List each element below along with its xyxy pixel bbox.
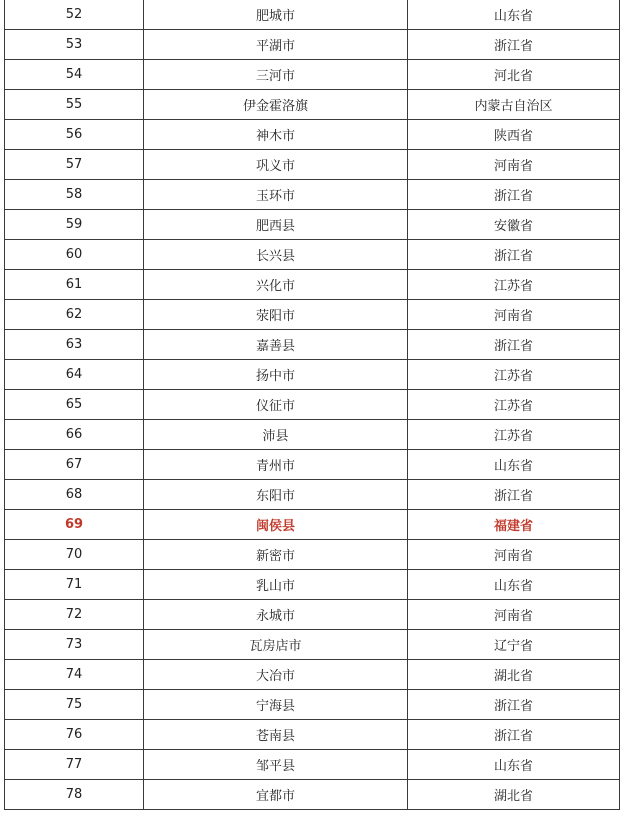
province-cell: 浙江省 — [408, 720, 620, 750]
rank-cell: 53 — [5, 30, 144, 60]
rank-cell: 78 — [5, 780, 144, 810]
province-cell: 山东省 — [408, 750, 620, 780]
rank-cell: 68 — [5, 480, 144, 510]
rank-cell: 62 — [5, 300, 144, 330]
province-cell: 安徽省 — [408, 210, 620, 240]
table-row — [5, 570, 620, 600]
table-row — [5, 120, 620, 150]
table-row — [5, 270, 620, 300]
province-cell: 江苏省 — [408, 420, 620, 450]
city-cell: 闽侯县 — [144, 510, 408, 540]
city-cell: 沛县 — [144, 420, 408, 450]
province-cell: 浙江省 — [408, 180, 620, 210]
rank-cell: 57 — [5, 150, 144, 180]
province-cell: 浙江省 — [408, 690, 620, 720]
table-row — [5, 780, 620, 810]
rank-cell: 73 — [5, 630, 144, 660]
city-cell: 兴化市 — [144, 270, 408, 300]
city-cell: 新密市 — [144, 540, 408, 570]
province-cell: 河南省 — [408, 600, 620, 630]
city-cell: 神木市 — [144, 120, 408, 150]
table-row — [5, 540, 620, 570]
table-row — [5, 180, 620, 210]
table-row — [5, 390, 620, 420]
table-row — [5, 30, 620, 60]
rank-cell: 71 — [5, 570, 144, 600]
table-row — [5, 450, 620, 480]
city-cell: 长兴县 — [144, 240, 408, 270]
city-cell: 伊金霍洛旗 — [144, 90, 408, 120]
province-cell: 山东省 — [408, 570, 620, 600]
city-cell: 嘉善县 — [144, 330, 408, 360]
city-cell: 乳山市 — [144, 570, 408, 600]
rank-cell: 72 — [5, 600, 144, 630]
ranking-table-container — [4, 0, 619, 810]
table-row — [5, 660, 620, 690]
table-row — [5, 600, 620, 630]
ranking-table — [4, 0, 620, 810]
rank-cell: 52 — [5, 0, 144, 30]
rank-cell: 66 — [5, 420, 144, 450]
city-cell: 扬中市 — [144, 360, 408, 390]
table-row — [5, 420, 620, 450]
rank-cell: 75 — [5, 690, 144, 720]
table-row — [5, 630, 620, 660]
province-cell: 河南省 — [408, 300, 620, 330]
table-row — [5, 90, 620, 120]
city-cell: 宁海县 — [144, 690, 408, 720]
rank-cell: 67 — [5, 450, 144, 480]
city-cell: 宜都市 — [144, 780, 408, 810]
table-row — [5, 360, 620, 390]
rank-cell: 70 — [5, 540, 144, 570]
province-cell: 内蒙古自治区 — [408, 90, 620, 120]
province-cell: 辽宁省 — [408, 630, 620, 660]
province-cell: 河南省 — [408, 150, 620, 180]
city-cell: 玉环市 — [144, 180, 408, 210]
city-cell: 瓦房店市 — [144, 630, 408, 660]
province-cell: 浙江省 — [408, 480, 620, 510]
province-cell: 江苏省 — [408, 390, 620, 420]
city-cell: 平湖市 — [144, 30, 408, 60]
table-row — [5, 480, 620, 510]
table-row — [5, 240, 620, 270]
rank-cell: 64 — [5, 360, 144, 390]
table-row — [5, 150, 620, 180]
rank-cell: 63 — [5, 330, 144, 360]
province-cell: 福建省 — [408, 510, 620, 540]
city-cell: 苍南县 — [144, 720, 408, 750]
province-cell: 湖北省 — [408, 660, 620, 690]
rank-cell: 65 — [5, 390, 144, 420]
city-cell: 荥阳市 — [144, 300, 408, 330]
table-row — [5, 690, 620, 720]
rank-cell: 61 — [5, 270, 144, 300]
rank-cell: 56 — [5, 120, 144, 150]
table-row-highlighted — [5, 510, 620, 540]
province-cell: 江苏省 — [408, 360, 620, 390]
city-cell: 仪征市 — [144, 390, 408, 420]
province-cell: 江苏省 — [408, 270, 620, 300]
city-cell: 肥西县 — [144, 210, 408, 240]
table-row — [5, 330, 620, 360]
rank-cell: 74 — [5, 660, 144, 690]
province-cell: 浙江省 — [408, 240, 620, 270]
province-cell: 河南省 — [408, 540, 620, 570]
province-cell: 湖北省 — [408, 780, 620, 810]
city-cell: 东阳市 — [144, 480, 408, 510]
city-cell: 大冶市 — [144, 660, 408, 690]
city-cell: 三河市 — [144, 60, 408, 90]
rank-cell: 54 — [5, 60, 144, 90]
rank-cell: 77 — [5, 750, 144, 780]
city-cell: 永城市 — [144, 600, 408, 630]
province-cell: 陕西省 — [408, 120, 620, 150]
city-cell: 肥城市 — [144, 0, 408, 30]
province-cell: 山东省 — [408, 0, 620, 30]
province-cell: 河北省 — [408, 60, 620, 90]
rank-cell: 58 — [5, 180, 144, 210]
rank-cell: 60 — [5, 240, 144, 270]
province-cell: 浙江省 — [408, 30, 620, 60]
rank-cell: 76 — [5, 720, 144, 750]
rank-cell: 59 — [5, 210, 144, 240]
ranking-table-body — [5, 0, 620, 810]
table-row — [5, 720, 620, 750]
rank-cell: 69 — [5, 510, 144, 540]
table-row — [5, 300, 620, 330]
rank-cell: 55 — [5, 90, 144, 120]
province-cell: 浙江省 — [408, 330, 620, 360]
table-row — [5, 60, 620, 90]
table-row — [5, 0, 620, 30]
province-cell: 山东省 — [408, 450, 620, 480]
city-cell: 巩义市 — [144, 150, 408, 180]
table-row — [5, 750, 620, 780]
city-cell: 青州市 — [144, 450, 408, 480]
table-row — [5, 210, 620, 240]
city-cell: 邹平县 — [144, 750, 408, 780]
